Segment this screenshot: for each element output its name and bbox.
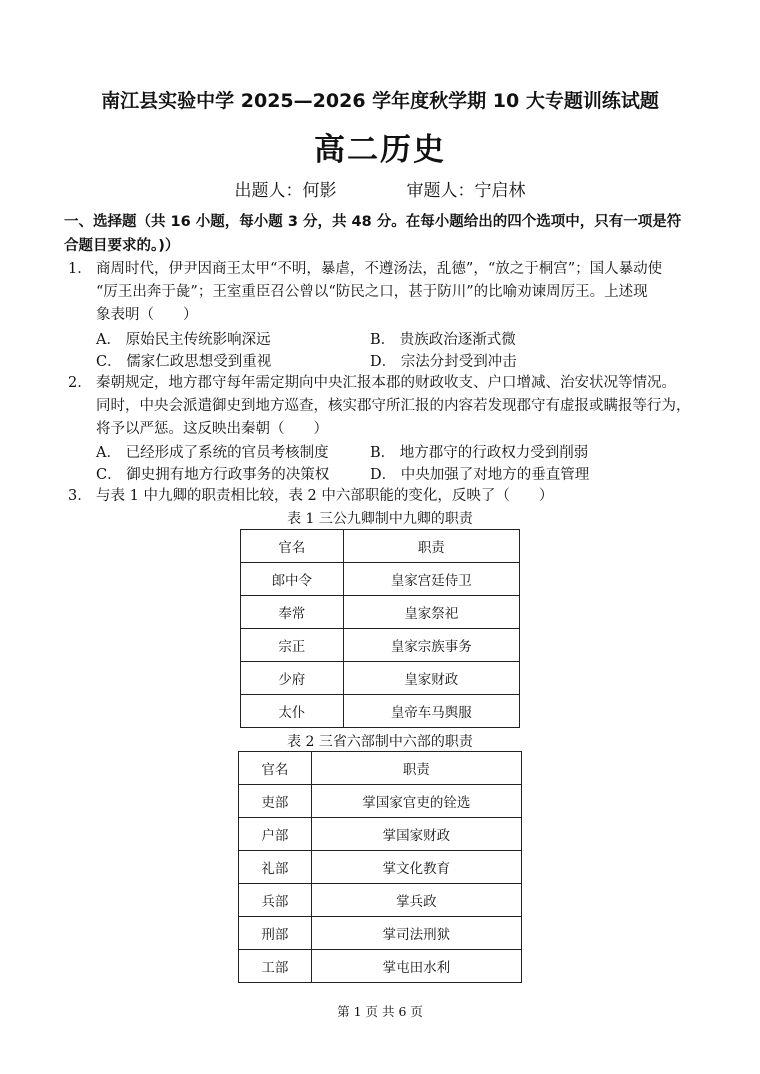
option-d[interactable]: D． 宗法分封受到冲击 [370, 354, 517, 370]
option-c[interactable]: C． 御史拥有地方行政事务的决策权 [96, 467, 330, 483]
option-b[interactable]: B． 地方郡守的行政权力受到削弱 [370, 445, 589, 461]
duty-cell: 皇帝车马舆服 [343, 695, 519, 728]
question-number: 3． [68, 488, 92, 504]
table-row [241, 629, 520, 662]
setter-name: 出题人：何影 [234, 181, 337, 201]
stem-line: 与表 1 中九卿的职责相比较，表 2 中六部职能的变化，反映了（ ） [96, 488, 554, 504]
office-name-cell: 少府 [241, 662, 344, 695]
question-1 [68, 258, 700, 327]
stem-line: 象表明（ ） [96, 307, 198, 323]
duty-cell: 皇家财政 [343, 662, 519, 695]
office-name-cell: 奉常 [241, 596, 344, 629]
question-stem [96, 372, 700, 441]
duty-cell: 掌国家官吏的铨选 [311, 785, 521, 818]
duty-cell: 掌兵政 [311, 884, 521, 917]
question-number: 2． [68, 375, 92, 391]
table2-caption: 表 2 三省六部制中六部的职责 [287, 734, 473, 750]
table-row [241, 695, 520, 728]
duty-cell: 皇家祭祀 [343, 596, 519, 629]
school-title: 南江县实验中学 2025—2026 学年度秋学期 10 大专题训练试题 [101, 90, 659, 112]
table1 [240, 529, 520, 728]
authors-line [0, 176, 760, 201]
table2 [238, 751, 522, 983]
section-heading-line1: 一、选择题（共 16 小题，每小题 3 分，共 48 分。在每小题给出的四个选项中，只有一项是符 [64, 214, 682, 230]
office-name-cell: 吏部 [239, 785, 312, 818]
duty-cell: 掌国家财政 [311, 818, 521, 851]
table-row [241, 662, 520, 695]
question-2 [68, 372, 700, 441]
table-row [241, 563, 520, 596]
office-name-cell: 兵部 [239, 884, 312, 917]
stem-line: 商周时代，伊尹因商王太甲“不明，暴虐，不遵汤法，乱德”，“放之于桐宫”；国人暴动使 [96, 261, 663, 277]
page-footer: 第 1 页 共 6 页 [337, 1004, 423, 1019]
stem-line: 秦朝规定，地方郡守每年需定期向中央汇报本郡的财政收支、户口增减、治安状况等情况。 [96, 375, 676, 391]
office-name-cell: 刑部 [239, 917, 312, 950]
section-heading [64, 210, 704, 258]
table-row [239, 950, 522, 983]
duty-cell: 皇家宫廷侍卫 [343, 563, 519, 596]
table-header-cell: 官名 [239, 752, 312, 785]
section-heading-line2: 合题目要求的。)） [64, 238, 180, 254]
option-c[interactable]: C． 儒家仁政思想受到重视 [96, 354, 272, 370]
option-a[interactable]: A． 已经形成了系统的官员考核制度 [96, 445, 329, 461]
table1-caption: 表 1 三公九卿制中九卿的职责 [287, 511, 473, 527]
duty-cell: 掌司法刑狱 [311, 917, 521, 950]
table-header-row [239, 752, 522, 785]
table-header-cell: 职责 [343, 530, 519, 563]
option-b[interactable]: B． 贵族政治逐渐式微 [370, 332, 516, 348]
question-number: 1． [68, 261, 92, 277]
subject-title: 高二历史 [314, 132, 446, 168]
option-d[interactable]: D． 中央加强了对地方的垂直管理 [370, 467, 590, 483]
table-header-cell: 官名 [241, 530, 344, 563]
stem-line: 将予以严惩。这反映出秦朝（ ） [96, 421, 328, 437]
reviewer-name: 审题人：宁启林 [406, 181, 526, 201]
table-row [239, 818, 522, 851]
table-header-row [241, 530, 520, 563]
question-stem [96, 485, 700, 508]
table-row [239, 917, 522, 950]
office-name-cell: 宗正 [241, 629, 344, 662]
office-name-cell: 郎中令 [241, 563, 344, 596]
option-a[interactable]: A． 原始民主传统影响深远 [96, 332, 271, 348]
table-header-cell: 职责 [311, 752, 521, 785]
duty-cell: 掌屯田水利 [311, 950, 521, 983]
office-name-cell: 户部 [239, 818, 312, 851]
table-row [239, 851, 522, 884]
office-name-cell: 礼部 [239, 851, 312, 884]
office-name-cell: 工部 [239, 950, 312, 983]
table-row [239, 884, 522, 917]
office-name-cell: 太仆 [241, 695, 344, 728]
question-stem [96, 258, 700, 327]
stem-line: “厉王出奔于彘”；王室重臣召公曾以“防民之口，甚于防川”的比喻劝谏周厉王。上述现 [96, 284, 648, 300]
stem-line: 同时，中央会派遣御史到地方巡查，核实郡守所汇报的内容若发现郡守有虚报或瞒报等行为， [96, 398, 691, 414]
duty-cell: 皇家宗族事务 [343, 629, 519, 662]
table-row [241, 596, 520, 629]
table-row [239, 785, 522, 818]
duty-cell: 掌文化教育 [311, 851, 521, 884]
question-3 [68, 485, 700, 508]
